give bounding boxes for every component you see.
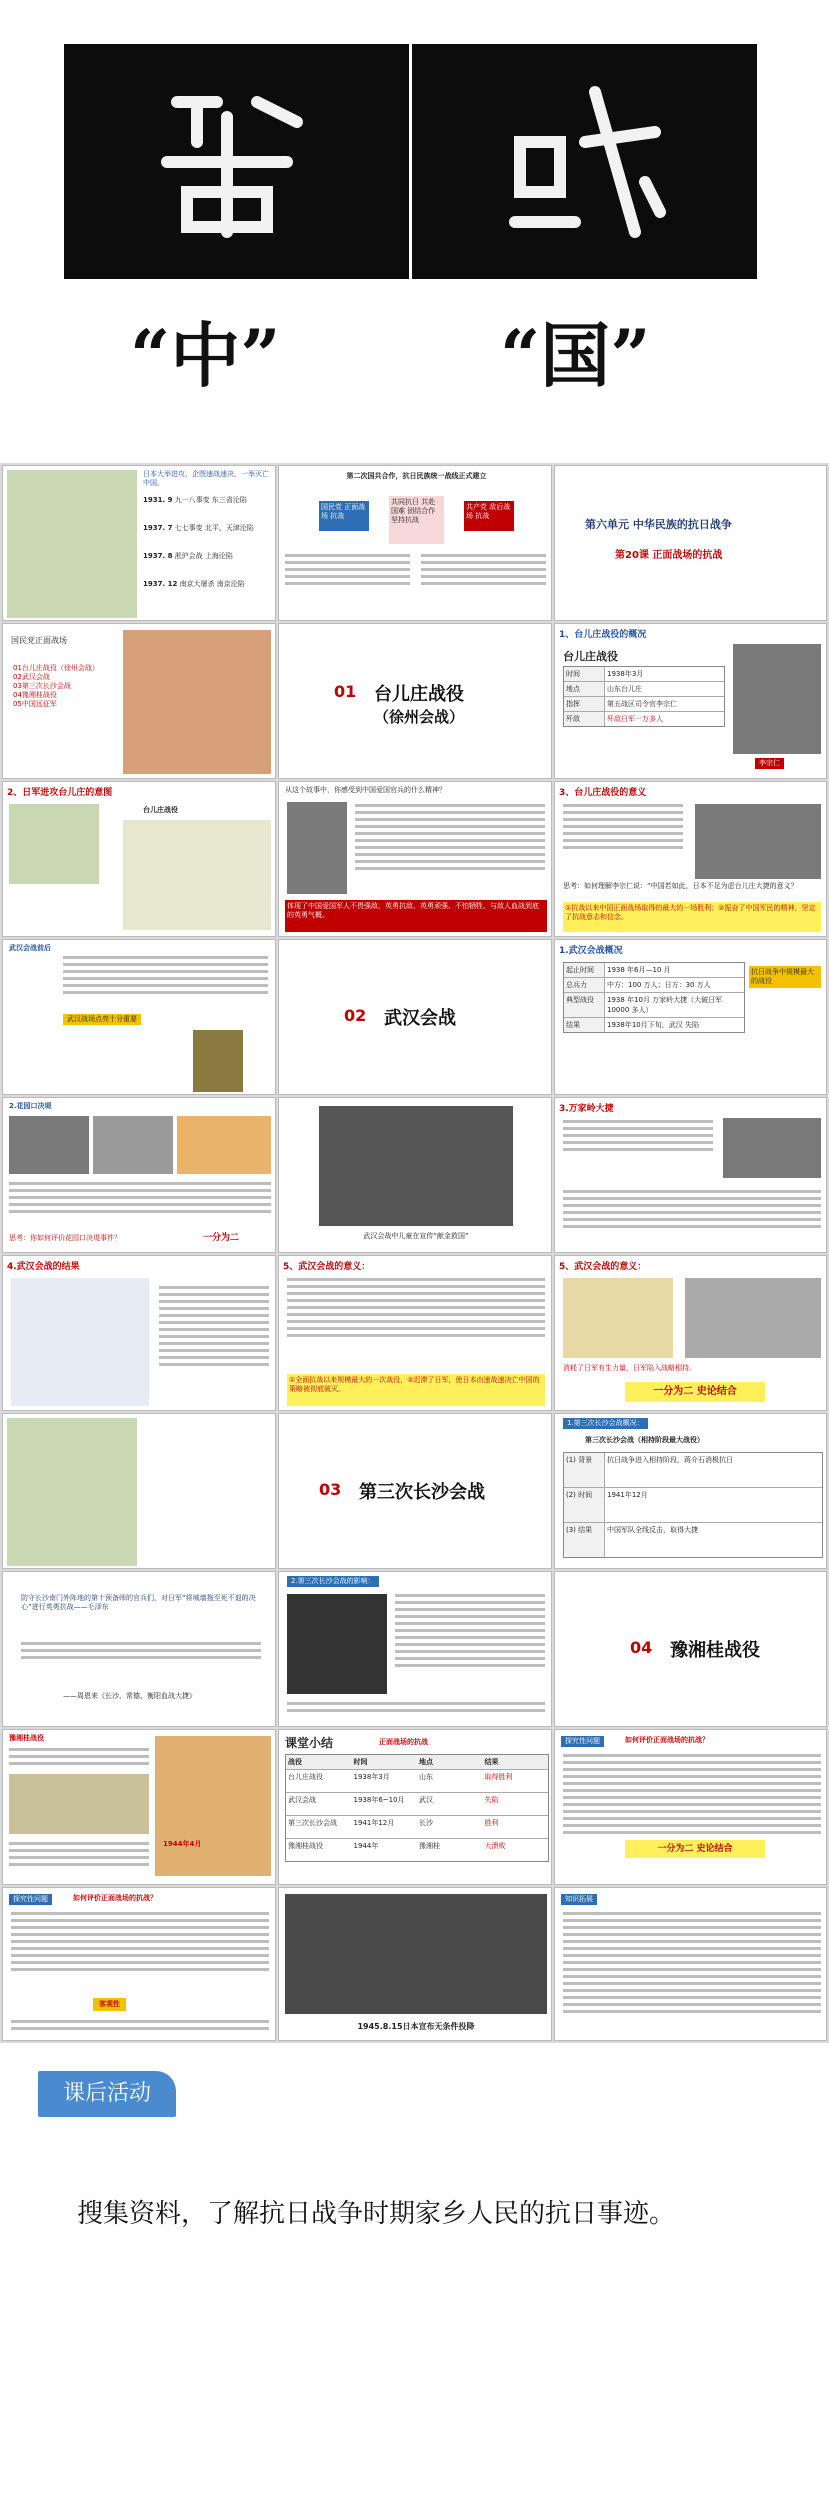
section-title: 第三次长沙会战 — [359, 1482, 485, 1503]
yuxianggui-note: 1944年4月 — [163, 1840, 202, 1848]
overview1-box: 台儿庄战役 — [563, 650, 618, 663]
section-number: 03 — [319, 1480, 342, 1499]
slide-overview-2[interactable] — [554, 939, 827, 1095]
slide-section-4[interactable] — [554, 1571, 827, 1727]
slide-extra[interactable] — [554, 1887, 827, 2041]
evaluate2-text — [11, 1912, 269, 1975]
soldier-title: 武汉会战前后 — [9, 944, 51, 952]
slide-map-3[interactable] — [2, 1413, 276, 1569]
wanjia-photo — [723, 1118, 821, 1178]
after-class-tag: 课后活动 — [38, 2071, 176, 2117]
cpc-text — [421, 554, 546, 589]
meaning2b-title: 5、武汉会战的意义： — [559, 1262, 647, 1272]
summary-subtitle: 正面战场的抗战 — [379, 1738, 428, 1746]
battle-item: 01台儿庄战役（徐州会战） — [13, 664, 99, 672]
meaning2b-answer: 一分为二 史论结合 — [625, 1382, 765, 1402]
after-class-activity: 搜集资料，了解抗日战争时期家乡人民的抗日事迹。 — [77, 2199, 676, 2229]
slide-spirit[interactable] — [278, 781, 552, 937]
intent-map-label: 台儿庄战役 — [143, 806, 178, 814]
surrender-photo — [285, 1894, 547, 2014]
section-title: 武汉会战 — [384, 1008, 456, 1029]
soldier-text — [63, 956, 268, 998]
intent-title: 2、日军进攻台儿庄的意图 — [7, 788, 113, 798]
meaning1-text — [563, 804, 683, 853]
battle-item: 05中国远征军 — [13, 700, 57, 708]
slide-meaning-2b[interactable] — [554, 1255, 827, 1411]
slide-overview-1[interactable] — [554, 623, 827, 779]
evaluate1-tag: 探究性问题 — [561, 1736, 604, 1747]
meaning1-title: 3、台儿庄战役的意义 — [559, 788, 647, 798]
meaning3-text — [395, 1594, 545, 1671]
extra-text — [563, 1912, 821, 2017]
overview3-subtitle: 第三次长沙会战（相持阶段最大战役） — [585, 1436, 704, 1444]
evaluate2-title: 如何评价正面战场的抗战？ — [73, 1894, 157, 1902]
battle-map-title: 国民党正面战场 — [11, 636, 67, 645]
evaluate2-text-2 — [11, 2020, 269, 2034]
slide-evaluate-2[interactable] — [2, 1887, 276, 2041]
timeline-item: 1931. 9 九一八事变 东三省沦陷 — [143, 496, 247, 504]
wanjia-title: 3.万家岭大捷 — [559, 1104, 614, 1114]
evaluate1-answer: 一分为二 史论结合 — [625, 1840, 765, 1858]
meaning2-title: 5、武汉会战的意义： — [283, 1262, 371, 1272]
slide-children-photo[interactable] — [278, 1097, 552, 1253]
kmt-text — [285, 554, 410, 589]
slide-section-1[interactable] — [278, 623, 552, 779]
battle-item: 04豫湘桂战役 — [13, 691, 57, 699]
after-class-section — [0, 2043, 829, 2500]
evaluate1-title: 如何评价正面战场的抗战？ — [625, 1736, 709, 1744]
slide-soldier[interactable] — [2, 939, 276, 1095]
battle-item: 03第三次长沙会战 — [13, 682, 71, 690]
battle-photo — [695, 804, 821, 879]
ancient-zhong-glyph-icon — [137, 62, 337, 262]
timeline-item: 1937. 12 南京大屠杀 南京沦陷 — [143, 580, 245, 588]
yuxianggui-title: 豫湘桂战役 — [9, 1734, 44, 1742]
slide-meaning-2[interactable] — [278, 1255, 552, 1411]
slide-evaluate-1[interactable] — [554, 1729, 827, 1885]
overview2-note: 抗日战争中规模最大的战役 — [749, 966, 821, 988]
changsha-quote: 防守长沙南门外阵地的第十预备师的官兵们，对日军“将城墙拖至死不退的决心”进行英勇抗战——毛泽东 — [21, 1594, 256, 1611]
meaning1-think: 思考：如何理解李宗仁说：“中国若如此，日本不足为虑台儿庄大捷的意义？ — [563, 882, 798, 890]
slide-unit-title[interactable] — [554, 465, 827, 621]
china-map-image — [7, 470, 137, 618]
slide-battle-map[interactable] — [2, 623, 276, 779]
timeline-list — [143, 496, 273, 608]
soldier-photo — [287, 802, 347, 894]
meaning2-answer: ①全面抗战以来规模最大的一次战役，②迟滞了日军，使日本由速战速决亡中国的策略被彻底破灭。 — [287, 1374, 545, 1406]
slide-wanjia[interactable] — [554, 1097, 827, 1253]
flood-map-image — [177, 1116, 271, 1174]
soldier-banner: 武汉战场点亮十分重要 — [63, 1014, 141, 1025]
slide-summary[interactable] — [278, 1729, 552, 1885]
quote-zhong: “中” — [130, 314, 281, 397]
unit-title: 第六单元 中华民族的抗日战争 — [585, 518, 732, 531]
quote-guo: “国” — [500, 314, 651, 397]
spirit-answer: 体现了中国爱国军人不畏强敌、英勇抗敌、英勇顽强、不怕牺牲、与敌人血战到底的英勇气概。 — [285, 900, 547, 932]
soldier-figure-image — [193, 1030, 243, 1092]
front-map-image — [123, 630, 271, 774]
overview3-table: (1) 背景 抗日战争进入相持阶段，蒋介石消极抗日 (2) 时间 1941年12月 (3) 结果 中国军队全线反击，取得大捷 — [563, 1452, 823, 1558]
huayuankou-answer: 一分为二 — [203, 1233, 240, 1243]
overview1-table: 时间 1938年3月 地点 山东台儿庄 指挥 第五战区司令官李宗仁 歼敌 歼敌日军一万多人 — [563, 666, 725, 727]
china-map-image-2 — [7, 1418, 137, 1566]
taierzhuang-map-image — [123, 820, 271, 930]
huayuankou-text — [9, 1182, 271, 1217]
children-caption: 武汉会战中儿童在宣传“献金救国” — [363, 1232, 469, 1240]
summary-title: 课堂小结 — [285, 1736, 334, 1750]
evaluate2-stamp: 客观性 — [93, 1998, 126, 2011]
meaning2b-text: 消耗了日军有生力量，日军陷入战略相持。 — [563, 1364, 696, 1372]
slide-result-2[interactable] — [2, 1255, 276, 1411]
meaning1-answer: ①抗战以来中国正面战场取得的最大的一场胜利；②振奋了中国军民的精神，坚定了抗战意志和信念。 — [563, 902, 821, 932]
meaning2-material — [287, 1278, 545, 1341]
yuxianggui-text-2 — [9, 1842, 149, 1870]
section-number: 04 — [630, 1638, 653, 1657]
evaluate1-text — [563, 1754, 821, 1838]
slide-huayuankou[interactable] — [2, 1097, 276, 1253]
slide-meaning-3[interactable] — [278, 1571, 552, 1727]
result2-title: 4.武汉会战的结果 — [7, 1262, 80, 1272]
changsha-source: ——周恩来《长沙、常德、衡阳血战大捷》 — [63, 1692, 196, 1700]
section-title: 台儿庄战役 — [374, 684, 464, 705]
huayuankou-title: 2.花园口决堤 — [9, 1102, 52, 1110]
evaluate2-tag: 探究性问题 — [9, 1894, 52, 1905]
story-text — [355, 804, 545, 874]
person-label: 李宗仁 — [755, 758, 784, 769]
meaning3-text-2 — [287, 1702, 545, 1716]
wanjia-text-2 — [563, 1190, 821, 1232]
wuhan-map-image — [11, 1278, 149, 1406]
slide-section-2[interactable] — [278, 939, 552, 1095]
extra-tag: 知识拓展 — [561, 1894, 597, 1905]
yuxianggui-chart-image — [9, 1774, 149, 1834]
timeline-item: 1937. 7 七七事变 北平、天津沦陷 — [143, 524, 254, 532]
flood-photo — [9, 1116, 89, 1174]
slide-changsha-quote[interactable] — [2, 1571, 276, 1727]
result2-text — [159, 1286, 269, 1370]
meaning3-title: 2.第三次长沙会战的影响： — [287, 1576, 379, 1587]
slide-overview-3[interactable] — [554, 1413, 827, 1569]
ancient-guo-glyph-icon — [485, 62, 685, 262]
section-title: 豫湘桂战役 — [670, 1640, 760, 1661]
lesson-title: 第20课 正面战场的抗战 — [615, 550, 723, 561]
battle-item: 02武汉会战 — [13, 673, 50, 681]
overview1-title: 1、台儿庄战役的概况 — [559, 630, 647, 640]
slide-intent[interactable] — [2, 781, 276, 937]
yuxianggui-text — [9, 1748, 149, 1769]
xuzhou-map-image — [9, 804, 99, 884]
overview3-title: 1.第三次长沙会战概况： — [563, 1418, 648, 1429]
seal-guo-image — [412, 44, 757, 279]
bar-figure-image — [563, 1278, 673, 1358]
wanjia-text — [563, 1120, 713, 1155]
summary-table: 战役 时间 地点 结果 台儿庄战役 1938年3月 山东 取得胜利 武汉会战 1938年6~10月 武汉 失陷 第三次长沙会战 1941年12月 长沙 胜利 豫湘桂战役 1944年 豫湘桂 大溃败 — [285, 1754, 549, 1862]
victory-caption: 1945.8.15日本宣布无条件投降 — [357, 2022, 475, 2031]
cpc-label: 共产党 敌后战场 抗战 — [464, 501, 514, 531]
slide-meaning-1[interactable] — [554, 781, 827, 937]
cartoon-image — [685, 1278, 821, 1358]
battle-list — [13, 664, 113, 709]
slide-timeline[interactable] — [2, 465, 276, 621]
cooperation-label: 共同抗日 共赴国难 团结合作 坚持抗战 — [389, 496, 444, 544]
spirit-question: 从这个故事中，你感受到中国爱国官兵的什么精神？ — [285, 786, 446, 794]
section-subtitle: （徐州会战） — [374, 708, 465, 726]
slide-united-front[interactable] — [278, 465, 552, 621]
seal-zhong-image — [64, 44, 409, 279]
li-zongren-photo — [733, 644, 821, 754]
flood-photo-2 — [93, 1116, 173, 1174]
slide-section-3[interactable] — [278, 1413, 552, 1569]
changsha-photo — [287, 1594, 387, 1694]
yuxianggui-map-image — [155, 1736, 271, 1876]
changsha-text — [21, 1642, 261, 1663]
united-front-title: 第二次国共合作，抗日民族统一战线正式建立 — [346, 472, 487, 480]
hero-section — [0, 0, 829, 463]
section-number: 02 — [344, 1006, 367, 1025]
slide-victory[interactable] — [278, 1887, 552, 2041]
slide-grid — [0, 463, 829, 2043]
section-number: 01 — [334, 682, 357, 701]
slide-yuxianggui[interactable] — [2, 1729, 276, 1885]
timeline-header: 日本大举进攻，企图速战速决，一举灭亡中国。 — [143, 470, 269, 487]
overview2-table: 起止时间 1938 年6月—10 月 总兵力 中方：100 万人；日方：30 万人 典型战役 1938 年10月 万家岭大捷（大破日军 10000 多人） 结果 1938年10月下旬，武汉 失陷 — [563, 962, 745, 1033]
children-photo — [319, 1106, 513, 1226]
kmt-label: 国民党 正面战场 抗战 — [319, 501, 369, 531]
timeline-item: 1937. 8 淞沪会战 上海沦陷 — [143, 552, 233, 560]
overview2-title: 1.武汉会战概况 — [559, 946, 623, 956]
huayuankou-think: 思考：你如何评价花园口决堤事件？ — [9, 1234, 121, 1242]
